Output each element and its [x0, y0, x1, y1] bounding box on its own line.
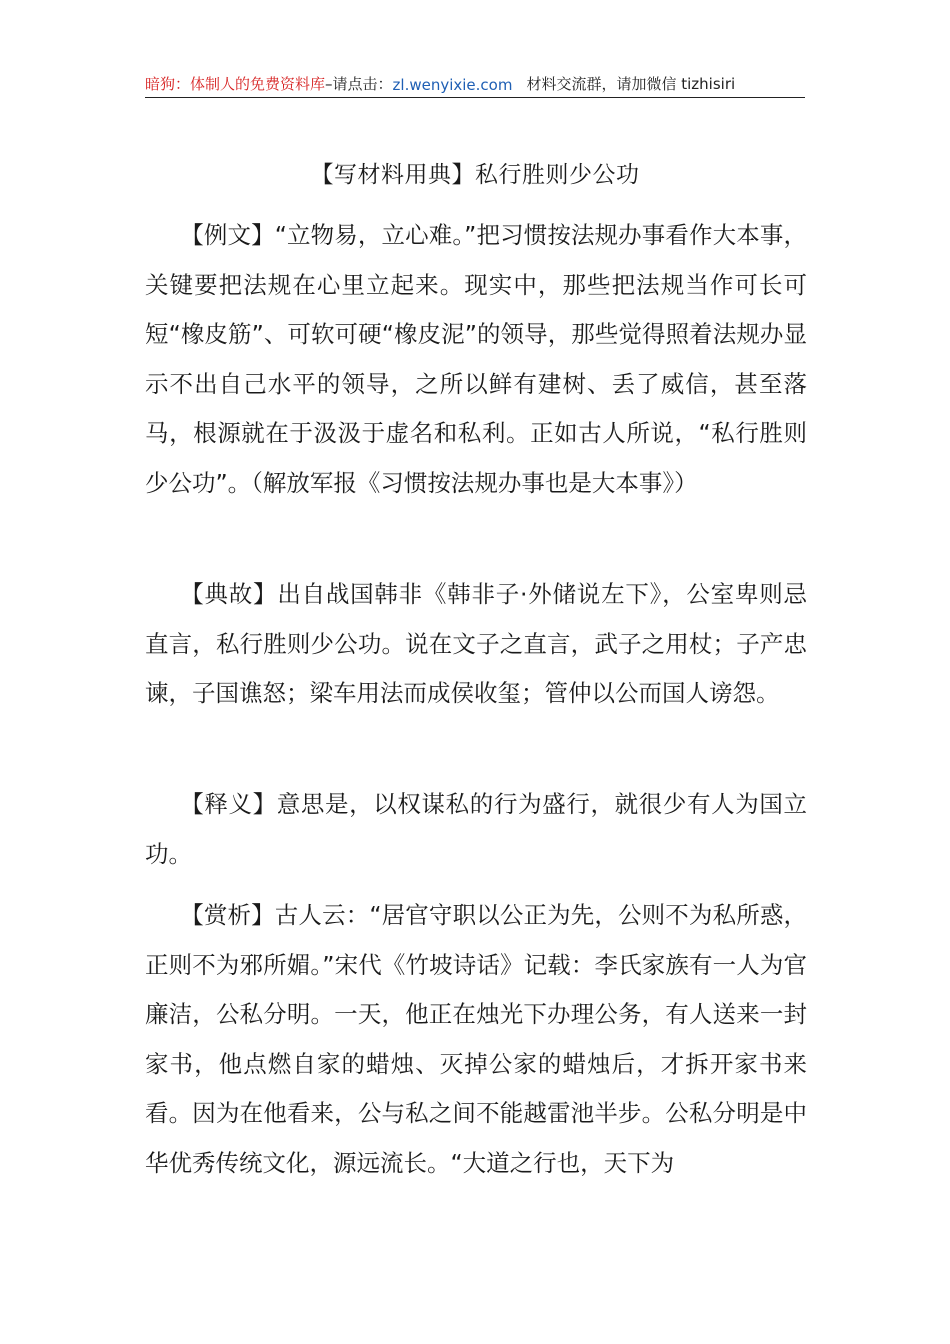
- header-contact-text: 材料交流群，请加微信 tizhisiri: [526, 75, 736, 93]
- paragraph-example: 【例文】“立物易，立心难。”把习惯按法规办事看作大本事，关键要把法规在心里立起来。现实中，那些把法规当作可长可短“橡皮筋”、可软可硬“橡皮泥”的领导，那些觉得照着法规办显示不出自己水平的领导，之所以鲜有建树、丢了威信，甚至落马，根源就在于汲汲于虚名和私利。正如古人所说，“私行胜则少公功”。（解放军报《习惯按法规办事也是大本事》）: [145, 221, 807, 497]
- paragraph-allusion: 【典故】出自战国韩非《韩非子·外储说左下》，公室卑则忌直言，私行胜则少公功。说在文子之直言，武子之用杖；子产忠谏，子国谯怒；梁车用法而成侯收玺；管仲以公而国人谤怨。: [145, 580, 807, 708]
- paragraph-appreciation: 【赏析】古人云：“居官守职以公正为先，公则不为私所惑，正则不为邪所媚。”宋代《竹坡诗话》记载：李氏家族有一人为官廉洁，公私分明。一天，他正在烛光下办理公务，有人送来一封家书，他点燃自家的蜡烛、灭掉公家的蜡烛后，才拆开家书来看。因为在他看来，公与私之间不能越雷池半步。公私分明是中华优秀传统文化，源远流长。“大道之行也，天下为: [145, 901, 807, 1177]
- page-header: [145, 66, 805, 98]
- document-title: 【写材料用典】私行胜则少公功: [310, 162, 640, 188]
- header-click-prefix: –请点击：: [325, 75, 393, 93]
- header-url-link[interactable]: zl.wenyixie.com: [392, 76, 513, 94]
- header-brand-text: 暗狗：体制人的免费资料库: [145, 75, 326, 93]
- paragraph-meaning: 【释义】意思是，以权谋私的行为盛行，就很少有人为国立功。: [145, 790, 807, 868]
